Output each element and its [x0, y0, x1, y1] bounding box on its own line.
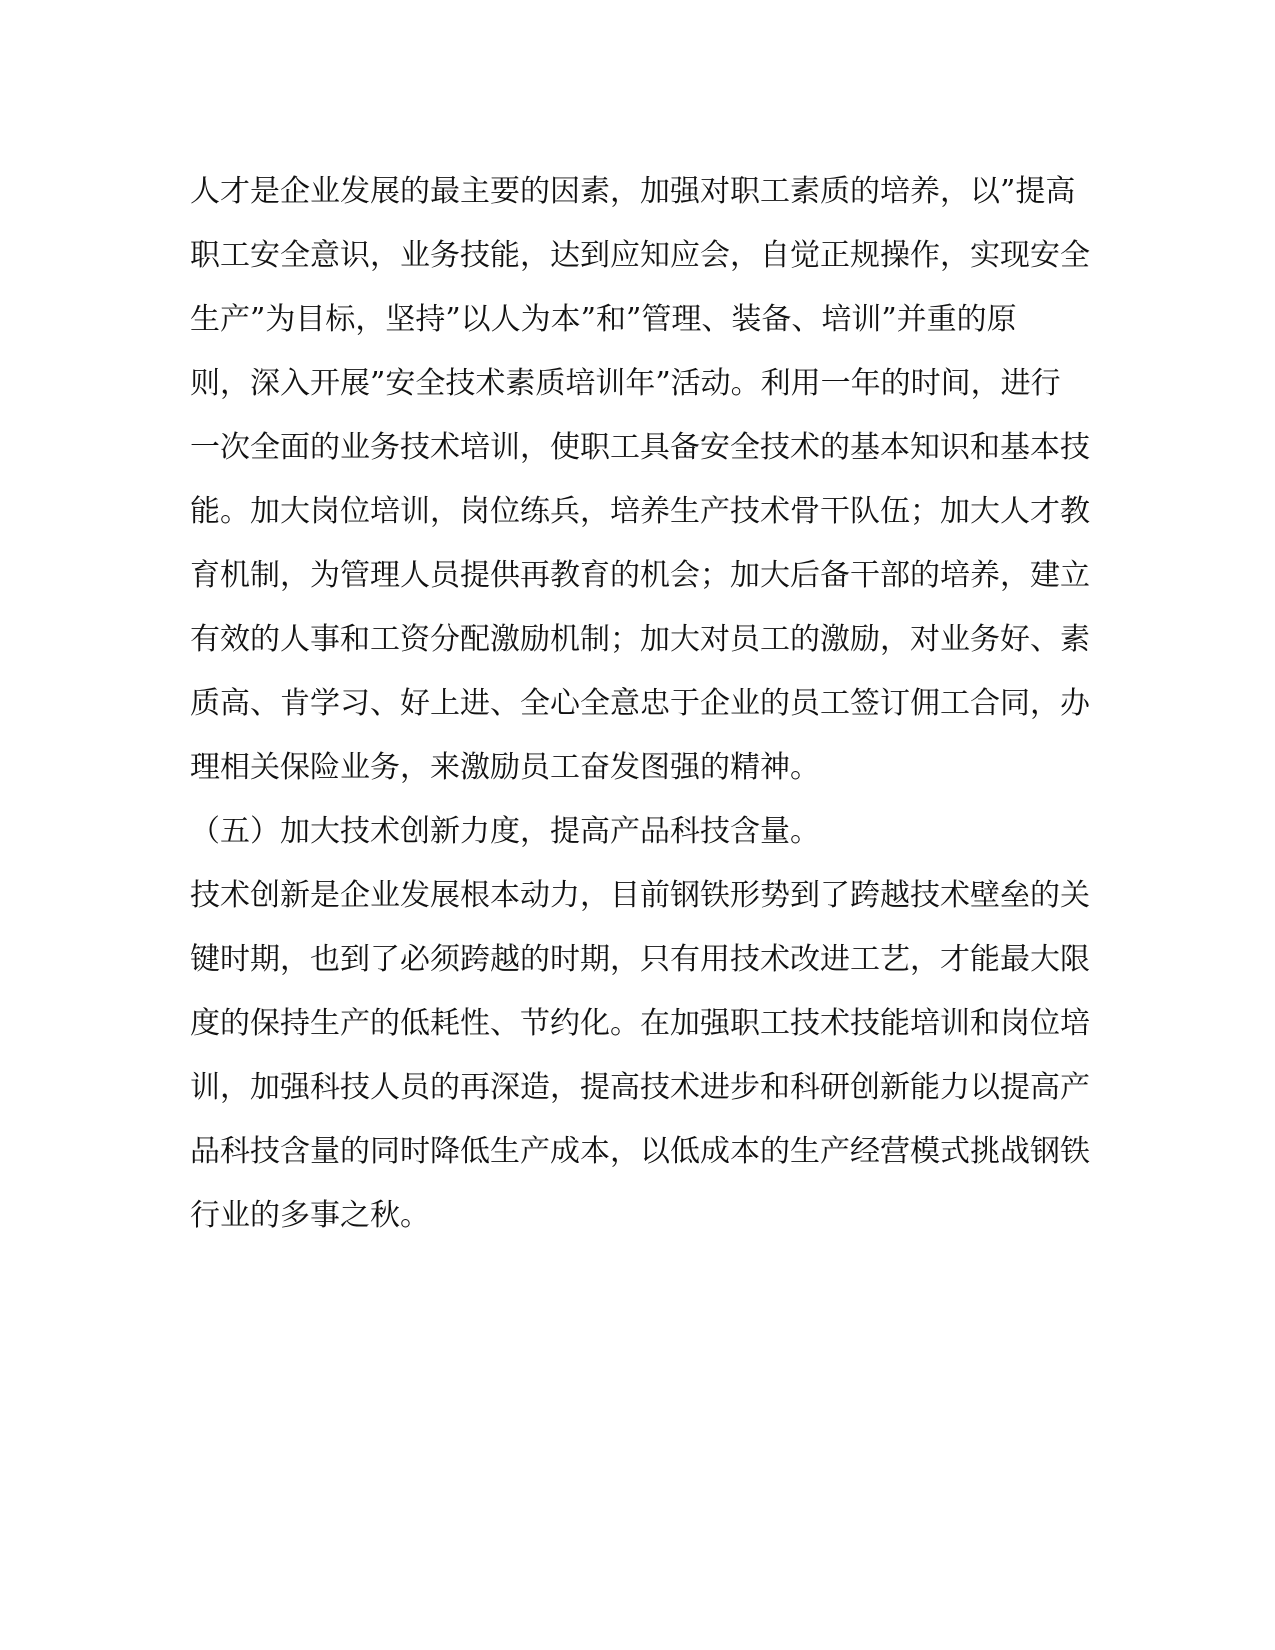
paragraph-line: 育机制，为管理人员提供再教育的机会；加大后备干部的培养，建立 [190, 558, 1090, 593]
paragraph-line: 一次全面的业务技术培训，使职工具备安全技术的基本知识和基本技 [190, 430, 1090, 465]
paragraph-line: 品科技含量的同时降低生产成本，以低成本的生产经营模式挑战钢铁 [190, 1134, 1090, 1169]
paragraph-line: 键时期，也到了必须跨越的时期，只有用技术改进工艺，才能最大限 [190, 942, 1090, 977]
paragraph-line: 度的保持生产的低耗性、节约化。在加强职工技术技能培训和岗位培 [190, 1006, 1090, 1041]
paragraph-line: 人才是企业发展的最主要的因素，加强对职工素质的培养，以”提高 [190, 174, 1076, 209]
paragraph-line: 行业的多事之秋。 [190, 1198, 430, 1233]
paragraph-line: 训，加强科技人员的再深造，提高技术进步和科研创新能力以提高产 [190, 1070, 1090, 1105]
paragraph-technology-innovation [190, 864, 1090, 1248]
paragraph-talent-training [190, 160, 1090, 800]
paragraph-line: 则，深入开展”安全技术素质培训年”活动。利用一年的时间，进行 [190, 366, 1061, 401]
section-heading-5: （五）加大技术创新力度，提高产品科技含量。 [190, 814, 820, 849]
paragraph-line: 质高、肯学习、好上进、全心全意忠于企业的员工签订佣工合同，办 [190, 686, 1090, 721]
paragraph-line: 技术创新是企业发展根本动力，目前钢铁形势到了跨越技术壁垒的关 [190, 878, 1090, 913]
paragraph-line: 有效的人事和工资分配激励机制；加大对员工的激励，对业务好、素 [190, 622, 1090, 657]
paragraph-line: 生产”为目标，坚持”以人为本”和”管理、装备、培训”并重的原 [190, 302, 1017, 337]
paragraph-line: 职工安全意识，业务技能，达到应知应会，自觉正规操作，实现安全 [190, 238, 1090, 273]
document-body [190, 160, 1090, 1248]
paragraph-line: 能。加大岗位培训，岗位练兵，培养生产技术骨干队伍；加大人才教 [190, 494, 1090, 529]
paragraph-line: 理相关保险业务，来激励员工奋发图强的精神。 [190, 750, 820, 785]
